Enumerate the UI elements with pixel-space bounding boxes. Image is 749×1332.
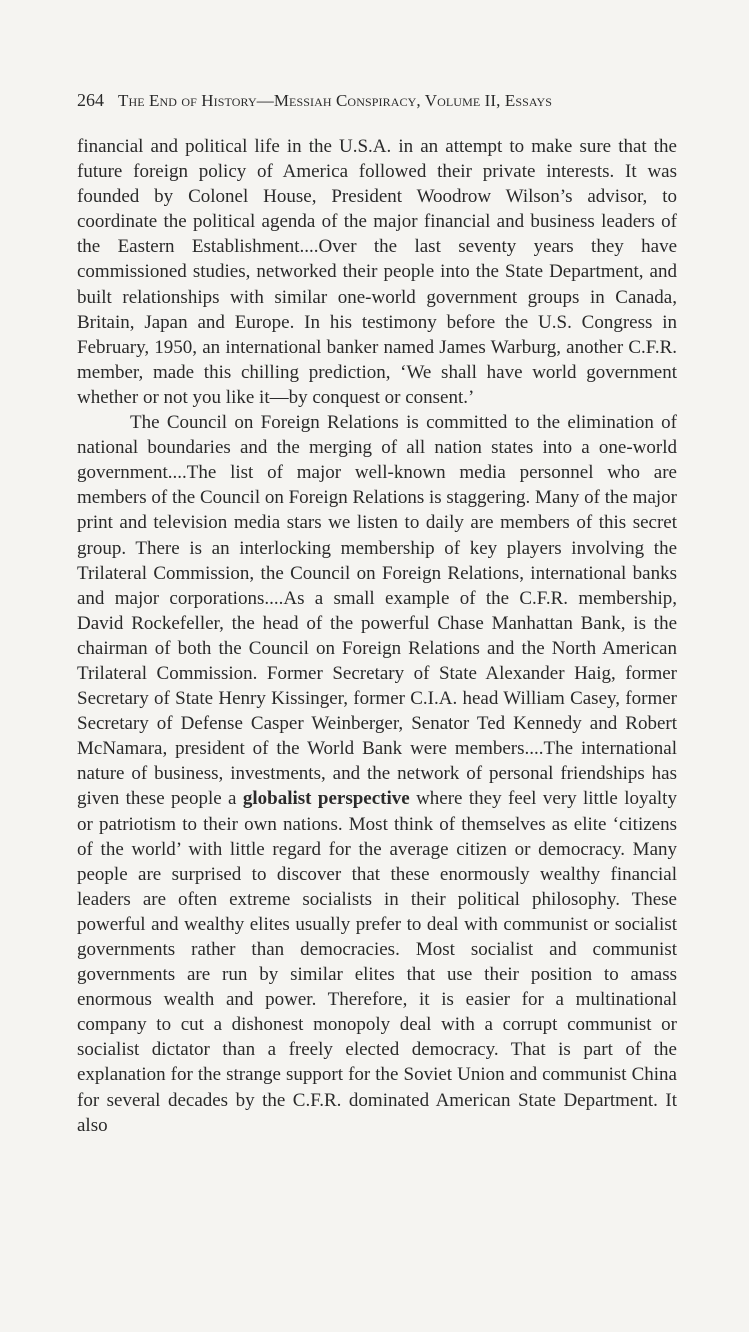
paragraph-council-on-foreign-relations: [77, 410, 677, 1138]
bold-phrase: globalist perspective: [242, 788, 410, 810]
body-text: [77, 134, 677, 1138]
page-number: 264: [77, 90, 104, 110]
paragraph-continued: financial and political life in the U.S.A. in an attempt to make sure that the future foreign policy of America followed their private interests. It was founded by Colonel House, President Woodrow Wilson’s advisor, to coordinate the political agenda of the major financial and business leaders of the Eastern Establishment....Over the last seventy years they have commissioned studies, networked their people into the State Department, and built relationships with similar one-world government groups in Canada, Britain, Japan and Europe. In his testimony before the U.S. Congress in February, 1950, an international banker named James Warburg, another C.F.R. member, made this chilling prediction, ‘We shall have world government whether or not you like it—by conquest or consent.’: [77, 136, 677, 408]
paragraph-text-before-bold: The Council on Foreign Relations is committed to the elimination of national boundaries and the merging of all nation states into a one-world government....The list of major well-known media personnel who are members of the Council on Foreign Relations is staggering. Many of the major print and television media stars we listen to daily are members of this secret group. There is an interlocking membership of key players involving the Trilateral Commission, the Council on Foreign Relations, international banks and major corporations....As a small example of the C.F.R. membership, David Rockefeller, the head of the powerful Chase Manhattan Bank, is the chairman of both the Council on Foreign Relations and the North American Trilateral Commission. Former Secretary of State Alexander Haig, former Secretary of State Henry Kissinger, former C.I.A. head William Casey, former Secretary of Defense Casper Weinberger, Senator Ted Kennedy and Robert McNamara, president of the World Bank were members....The international nature of business, investments, and the network of personal friendships has given these people a: [77, 412, 677, 810]
paragraph-text-after-bold: where they feel very little loyalty or patriotism to their own nations. Most think of themselves as elite ‘citizens of the world’ with little regard for the average citizen or democracy. Many people are surprised to discover that these enormously wealthy financial leaders are often extreme socialists in their political philosophy. These powerful and wealthy elites usually prefer to deal with communist or socialist governments rather than democracies. Most socialist and communist governments are run by similar elites that use their position to amass enormous wealth and power. Therefore, it is easier for a multinational company to cut a dishonest monopoly deal with a corrupt communist or socialist dictator than a freely elected democracy. That is part of the explanation for the strange support for the Soviet Union and communist China for several decades by the C.F.R. dominated American State Department. It also: [77, 788, 677, 1136]
running-title: The End of History—Messiah Conspiracy, Volume II, Essays: [118, 91, 553, 110]
running-header: [77, 88, 552, 113]
